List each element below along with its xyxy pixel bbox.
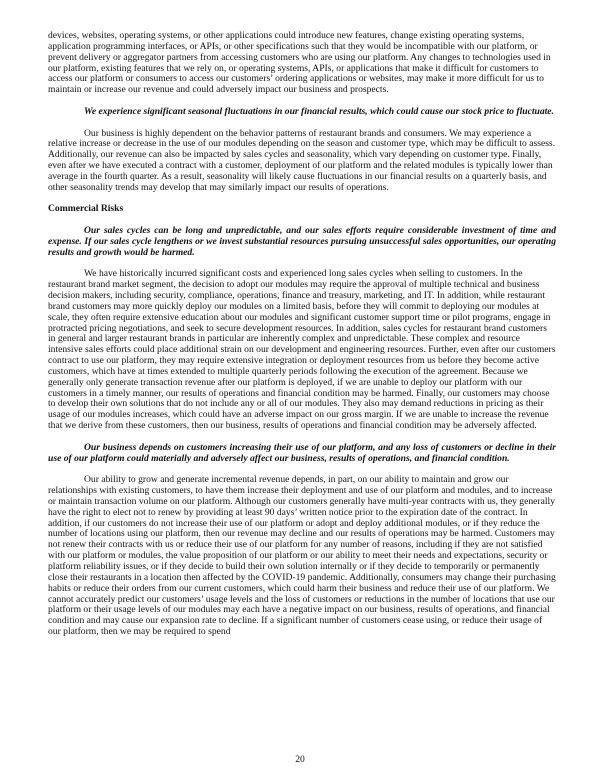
body-paragraph: Our business is highly dependent on the behavior patterns of restaurant brands and consumers. We may experience a relative increase or decrease in the use of our modules depending on the season and customer type, which may be difficult to assess. Additionally, our revenue can also be impacted by sales cycles and seasonality, which vary depending on customer type. Finally, even after we have executed a contract with a customer, deployment of our platform and the related modules is typically lower than average in the fourth quarter. As a result, seasonality will likely cause fluctuations in our financial results on a quarterly basis, and other seasonality trends may develop that may similarly impact our results of operations. — [48, 127, 556, 193]
document-page — [48, 31, 556, 638]
page-number: 20 — [295, 754, 305, 765]
risk-factor-heading: Our sales cycles can be long and unpredictable, and our sales efforts require considerable investment of time and expense. If our sales cycle lengthens or we invest substantial resources pursuing unsuccessful sales opportunities, our operating results and growth would be harmed. — [48, 225, 556, 258]
body-paragraph: We have historically incurred significant costs and experienced long sales cycles when selling to customers. In the restaurant brand market segment, the decision to adopt our modules may require the approval of multiple technical and business decision makers, including security, compliance, operations, finance and treasury, marketing, and IT. In addition, while restaurant brand customers may more quickly deploy our modules on a limited basis, before they will commit to deploying our modules at scale, they often require extensive education about our modules and significant customer support time or pilot programs, engage in protracted pricing negotiations, and seek to secure development resources. In addition, sales cycles for restaurant brand customers in general and larger restaurant brands in particular are inherently complex and unpredictable. These complex and resource intensive sales efforts could place additional strain on our development and engineering resources. Further, even after our customers contract to use our platform, they may require extensive integration or deployment resources from us before they become active customers, which have at times extended to multiple quarterly periods following the execution of the agreement. Because we generally only generate transaction revenue after our platform is deployed, if we are unable to deploy our platform with our customers in a timely manner, our results of operations and financial condition may be harmed. Finally, our customers may choose to develop their own solutions that do not include any or all of our modules. They also may demand reductions in pricing as their usage of our modules increases, which could have an adverse impact on our gross margin. If we are unable to increase the revenue that we derive from these customers, then our business, results of operations and financial condition may be adversely affected. — [48, 268, 556, 432]
risk-factor-heading: Our business depends on customers increasing their use of our platform, and any loss of customers or decline in their use of our platform could materially and adversely affect our business, results of operations, and financial condition. — [48, 441, 556, 464]
body-paragraph: devices, websites, operating systems, or other applications could introduce new features, change existing operating systems, application programming interfaces, or APIs, or other specifications such that they would be incompatible with our platform, or prevent delivery or aggregator partners from accessing customers who are using our platform. Any changes to technologies used in our platform, existing features that we rely on, or operating systems, APIs, or applications that make it difficult for customers to access our platform or consumers to access our customers’ ordering applications or websites, may make it more difficult for us to maintain or increase our revenue and could adversely impact our business and prospects. — [48, 30, 551, 96]
body-paragraph: Our ability to grow and generate incremental revenue depends, in part, on our ability to maintain and grow our relationships with existing customers, to have them increase their deployment and use of our platform and modules, and to increase or maintain transaction volume on our platform. Although our customers generally have multi-year contracts with us, they generally have the right to elect not to renew by providing at least 90 days’ written notice prior to the expiration date of the contract. In addition, if our customers do not increase their use of our platform or adopt and deploy additional modules, or if they reduce the number of locations using our platform, then our revenue may decline and our results of operations may be harmed. Customers may not renew their contracts with us or reduce their use of our platform for any number of reasons, including if they are not satisfied with our platform or modules, the value proposition of our platform or our ability to meet their needs and expectations, security or platform reliability issues, or if they decide to build their own solution internally or if they decide to temporarily or permanently close their restaurants in a location then affected by the COVID-19 pandemic. Additionally, consumers may change their purchasing habits or reduce their orders from our current customers, which could harm their business and reduce their use of our platform. We cannot accurately predict our customers’ usage levels and the loss of customers or reductions in the number of locations that use our platform or their usage levels of our modules may each have a negative impact on our business, results of operations, and financial condition and may cause our expansion rate to decline. If a significant number of customers cease using, or reduce their usage of our platform, then we may be required to spend — [48, 474, 556, 638]
section-heading: Commercial Risks — [48, 203, 124, 215]
risk-factor-heading: We experience significant seasonal fluctuations in our financial results, which could cause our stock price to fluctuate. — [84, 105, 554, 117]
